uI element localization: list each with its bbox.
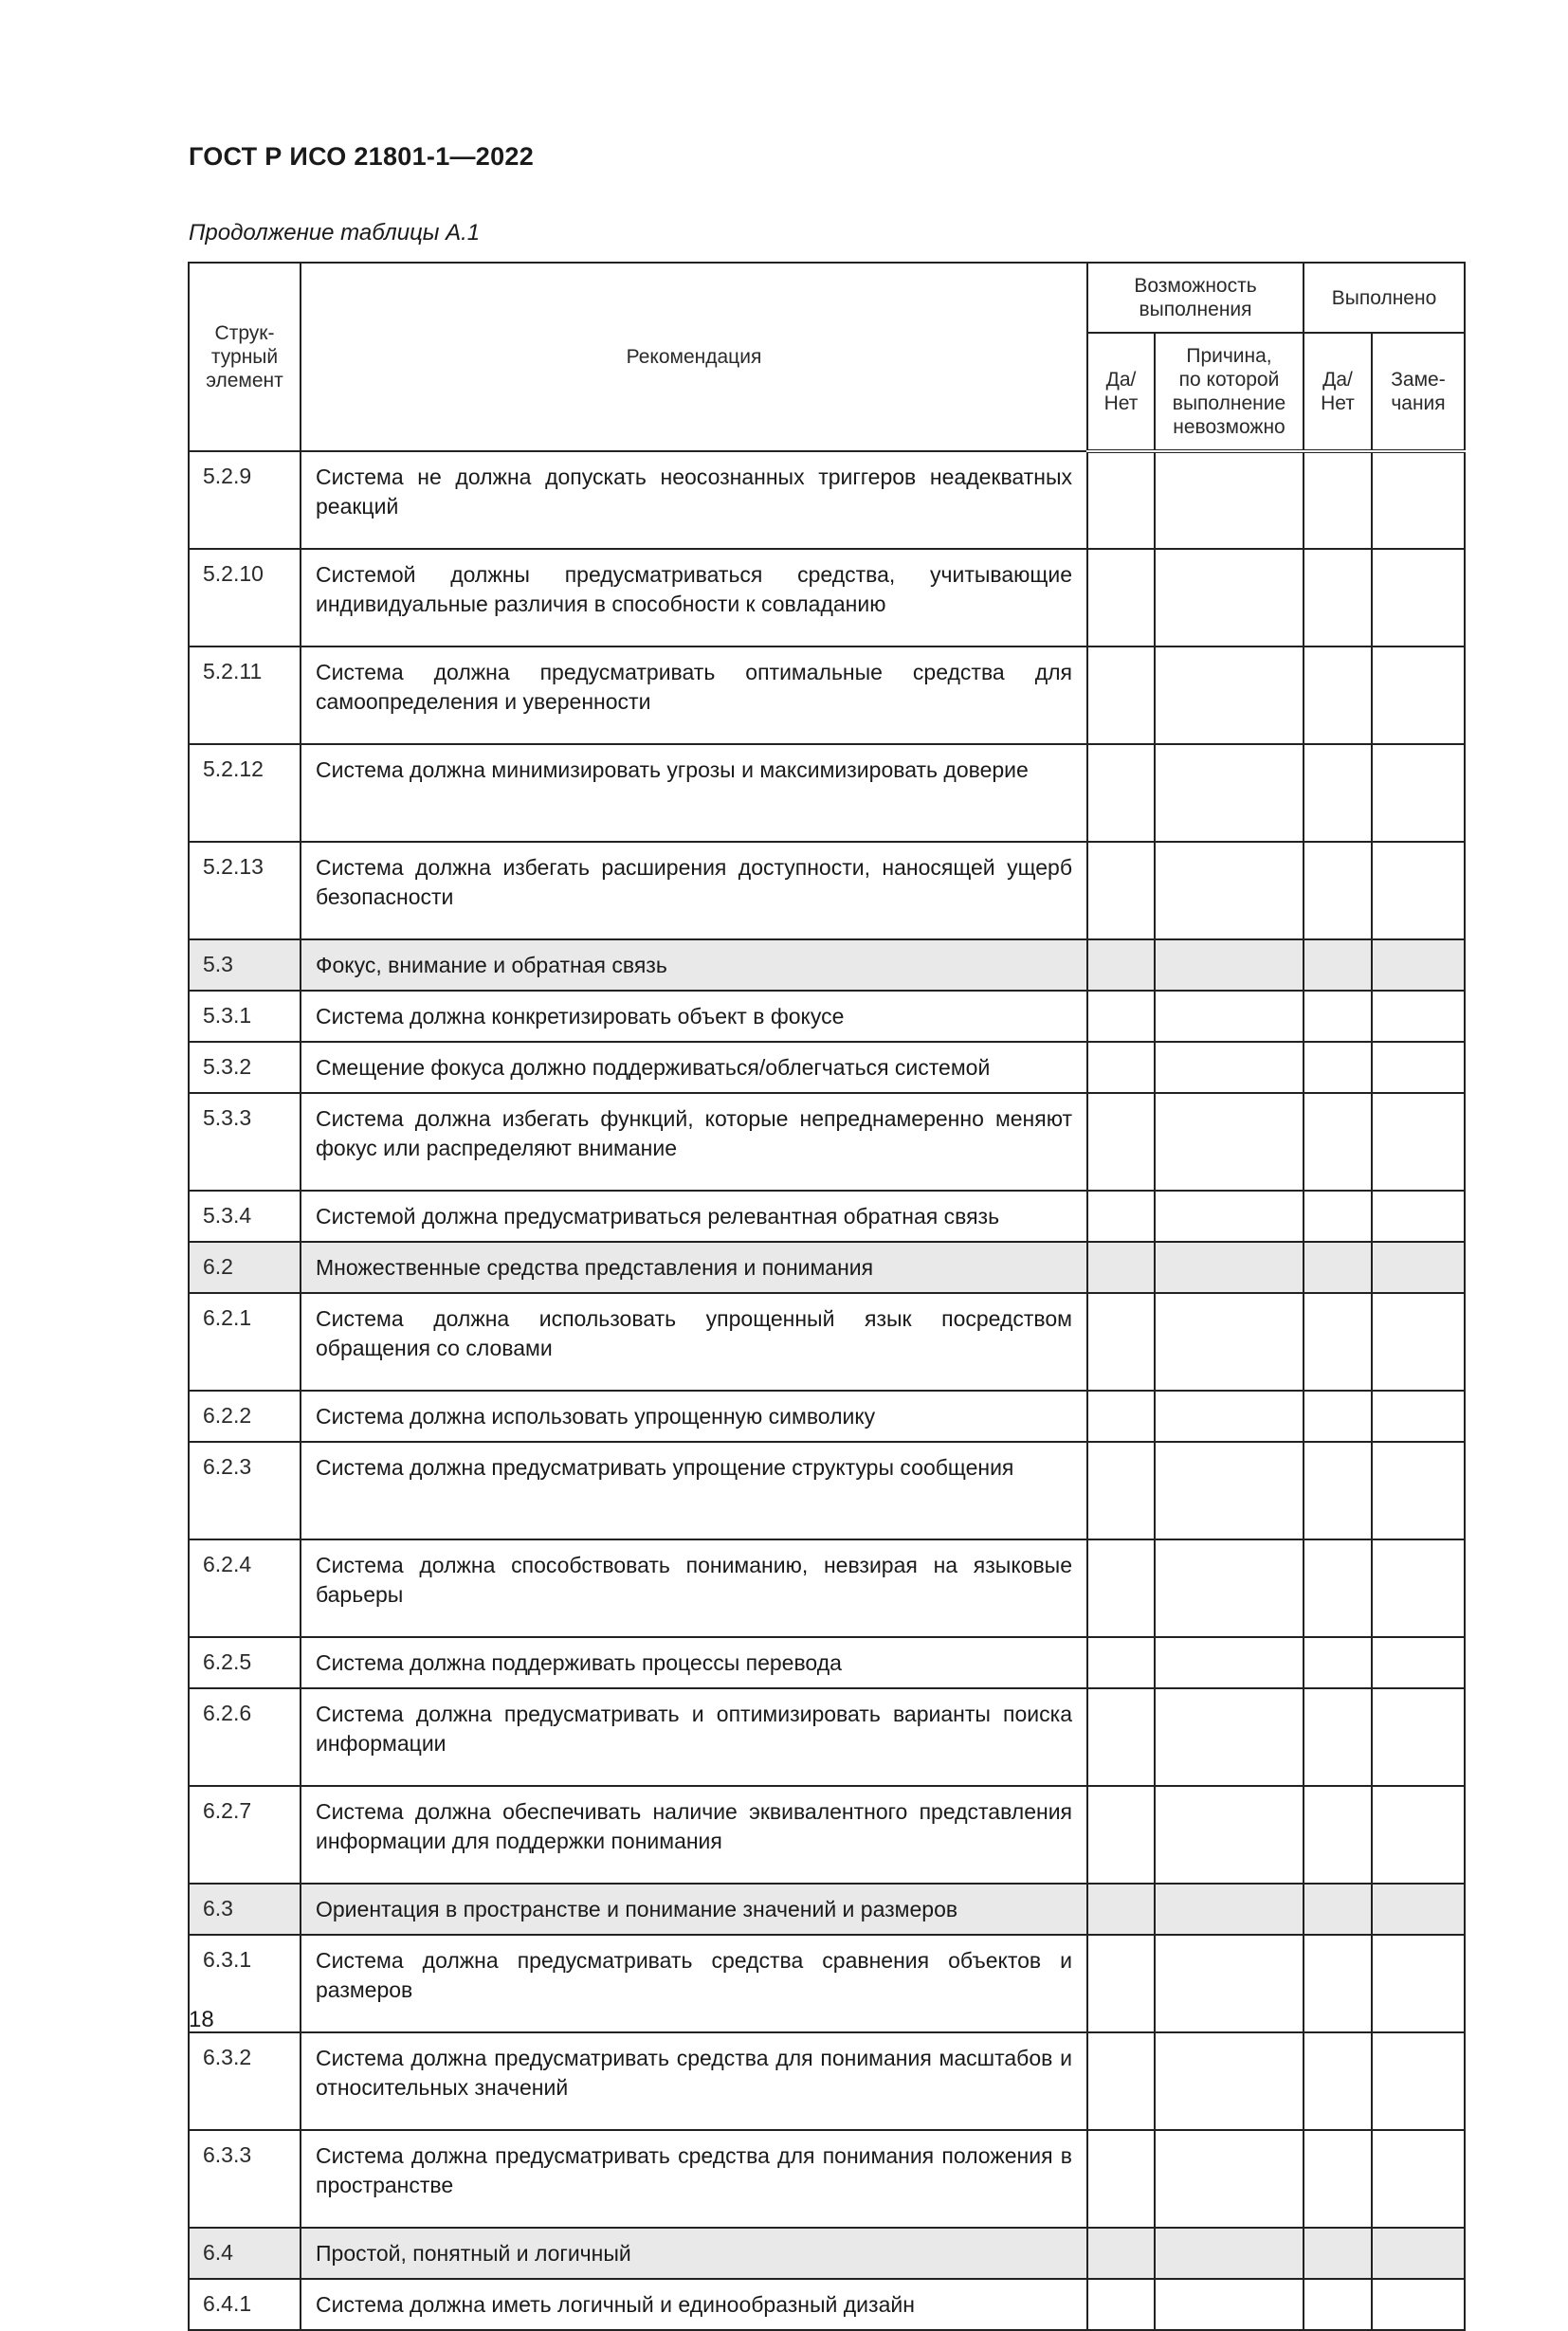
table-row	[189, 991, 1465, 1042]
table-row	[189, 2279, 1465, 2330]
feasible-yes-no-cell	[1087, 1191, 1155, 1242]
table-row	[189, 1042, 1465, 1093]
done-yes-no-cell	[1304, 1042, 1372, 1093]
table-row	[189, 1391, 1465, 1442]
row-recommendation: Фокус, внимание и обратная связь	[301, 939, 1087, 991]
done-yes-no-cell	[1304, 549, 1372, 646]
row-recommendation: Система должна использовать упрощенный язык посредством обращения со словами	[301, 1293, 1087, 1391]
row-number: 5.2.12	[189, 744, 301, 842]
reason-cell	[1155, 1442, 1304, 1539]
table-row	[189, 646, 1465, 744]
remarks-cell	[1372, 1391, 1465, 1442]
done-yes-no-cell	[1304, 939, 1372, 991]
reason-cell	[1155, 1042, 1304, 1093]
feasible-yes-no-cell	[1087, 991, 1155, 1042]
done-yes-no-cell	[1304, 451, 1372, 549]
row-recommendation: Система должна предусматривать упрощение структуры сообщения	[301, 1442, 1087, 1539]
table-row	[189, 744, 1465, 842]
document-code: ГОСТ Р ИСО 21801-1—2022	[189, 142, 535, 171]
done-yes-no-cell	[1304, 646, 1372, 744]
row-number: 6.3.2	[189, 2032, 301, 2130]
remarks-cell	[1372, 1539, 1465, 1637]
reason-cell	[1155, 1884, 1304, 1935]
reason-cell	[1155, 1688, 1304, 1786]
table-row	[189, 549, 1465, 646]
feasible-yes-no-cell	[1087, 744, 1155, 842]
table-row	[189, 842, 1465, 939]
reason-cell	[1155, 1637, 1304, 1688]
row-recommendation: Система должна поддерживать процессы перевода	[301, 1637, 1087, 1688]
done-yes-no-cell	[1304, 1293, 1372, 1391]
reason-cell	[1155, 842, 1304, 939]
table-row	[189, 1935, 1465, 2032]
feasible-yes-no-cell	[1087, 1442, 1155, 1539]
header-yes-no-done: Да/ Нет	[1304, 333, 1372, 451]
done-yes-no-cell	[1304, 842, 1372, 939]
row-recommendation: Ориентация в пространстве и понимание значений и размеров	[301, 1884, 1087, 1935]
done-yes-no-cell	[1304, 1539, 1372, 1637]
remarks-cell	[1372, 2279, 1465, 2330]
remarks-cell	[1372, 1293, 1465, 1391]
table-row	[189, 1191, 1465, 1242]
row-recommendation: Система должна предусматривать оптимальные средства для самоопределения и уверенности	[301, 646, 1087, 744]
row-number: 5.3.2	[189, 1042, 301, 1093]
reason-cell	[1155, 2279, 1304, 2330]
table-row	[189, 451, 1465, 549]
row-number: 6.2.2	[189, 1391, 301, 1442]
feasible-yes-no-cell	[1087, 1786, 1155, 1884]
table-row	[189, 1786, 1465, 1884]
table-row	[189, 2032, 1465, 2130]
done-yes-no-cell	[1304, 1093, 1372, 1191]
reason-cell	[1155, 939, 1304, 991]
row-number: 5.2.9	[189, 451, 301, 549]
row-number: 6.2.7	[189, 1786, 301, 1884]
row-number: 5.3.3	[189, 1093, 301, 1191]
table-row	[189, 1293, 1465, 1391]
reason-cell	[1155, 1391, 1304, 1442]
feasible-yes-no-cell	[1087, 2228, 1155, 2279]
feasible-yes-no-cell	[1087, 1242, 1155, 1293]
reason-cell	[1155, 1935, 1304, 2032]
done-yes-no-cell	[1304, 1442, 1372, 1539]
row-number: 5.3.1	[189, 991, 301, 1042]
done-yes-no-cell	[1304, 2279, 1372, 2330]
feasible-yes-no-cell	[1087, 1688, 1155, 1786]
done-yes-no-cell	[1304, 2228, 1372, 2279]
row-recommendation: Система должна предусматривать средства для понимания масштабов и относительных значений	[301, 2032, 1087, 2130]
row-number: 6.2.1	[189, 1293, 301, 1391]
row-number: 6.2.5	[189, 1637, 301, 1688]
remarks-cell	[1372, 451, 1465, 549]
row-recommendation: Система должна избегать функций, которые непреднамеренно меняют фокус или распределяют внимание	[301, 1093, 1087, 1191]
feasible-yes-no-cell	[1087, 451, 1155, 549]
row-recommendation: Система должна минимизировать угрозы и максимизировать доверие	[301, 744, 1087, 842]
feasible-yes-no-cell	[1087, 646, 1155, 744]
remarks-cell	[1372, 2228, 1465, 2279]
table-row	[189, 1539, 1465, 1637]
row-number: 6.4	[189, 2228, 301, 2279]
remarks-cell	[1372, 1884, 1465, 1935]
feasible-yes-no-cell	[1087, 939, 1155, 991]
remarks-cell	[1372, 1688, 1465, 1786]
reason-cell	[1155, 549, 1304, 646]
row-recommendation: Система должна использовать упрощенную символику	[301, 1391, 1087, 1442]
reason-cell	[1155, 991, 1304, 1042]
table-caption: Продолжение таблицы А.1	[189, 220, 481, 246]
row-number: 6.2.6	[189, 1688, 301, 1786]
feasible-yes-no-cell	[1087, 1293, 1155, 1391]
remarks-cell	[1372, 842, 1465, 939]
row-recommendation: Система должна иметь логичный и единообразный дизайн	[301, 2279, 1087, 2330]
row-number: 6.2	[189, 1242, 301, 1293]
remarks-cell	[1372, 2032, 1465, 2130]
header-remarks: Заме- чания	[1372, 333, 1465, 451]
table-row	[189, 1637, 1465, 1688]
remarks-cell	[1372, 2130, 1465, 2228]
reason-cell	[1155, 451, 1304, 549]
remarks-cell	[1372, 1935, 1465, 2032]
table-row	[189, 2130, 1465, 2228]
reason-cell	[1155, 1093, 1304, 1191]
header-recommendation: Рекомендация	[301, 263, 1087, 451]
done-yes-no-cell	[1304, 1935, 1372, 2032]
feasible-yes-no-cell	[1087, 2279, 1155, 2330]
reason-cell	[1155, 1539, 1304, 1637]
table-section-row	[189, 939, 1465, 991]
feasible-yes-no-cell	[1087, 1391, 1155, 1442]
row-number: 6.3	[189, 1884, 301, 1935]
row-recommendation: Система должна избегать расширения доступности, наносящей ущерб безопасности	[301, 842, 1087, 939]
done-yes-no-cell	[1304, 1242, 1372, 1293]
row-recommendation: Множественные средства представления и понимания	[301, 1242, 1087, 1293]
row-number: 6.3.3	[189, 2130, 301, 2228]
table-body	[189, 451, 1465, 2330]
reason-cell	[1155, 744, 1304, 842]
header-reason: Причина, по которой выполнение невозможно	[1155, 333, 1304, 451]
header-element: Струк- турный элемент	[189, 263, 301, 451]
header-yes-no-feasibility: Да/ Нет	[1087, 333, 1155, 451]
feasible-yes-no-cell	[1087, 1093, 1155, 1191]
reason-cell	[1155, 646, 1304, 744]
header-feasibility: Возможность выполнения	[1087, 263, 1304, 333]
feasible-yes-no-cell	[1087, 2032, 1155, 2130]
feasible-yes-no-cell	[1087, 842, 1155, 939]
feasible-yes-no-cell	[1087, 2130, 1155, 2228]
row-number: 5.3.4	[189, 1191, 301, 1242]
table-section-row	[189, 2228, 1465, 2279]
row-number: 6.2.4	[189, 1539, 301, 1637]
done-yes-no-cell	[1304, 991, 1372, 1042]
done-yes-no-cell	[1304, 744, 1372, 842]
checklist-table	[188, 262, 1466, 2331]
row-number: 6.4.1	[189, 2279, 301, 2330]
reason-cell	[1155, 2228, 1304, 2279]
remarks-cell	[1372, 1042, 1465, 1093]
table-row	[189, 1688, 1465, 1786]
row-recommendation: Смещение фокуса должно поддерживаться/облегчаться системой	[301, 1042, 1087, 1093]
done-yes-no-cell	[1304, 1391, 1372, 1442]
header-done: Выполнено	[1304, 263, 1465, 333]
remarks-cell	[1372, 1093, 1465, 1191]
row-number: 5.3	[189, 939, 301, 991]
done-yes-no-cell	[1304, 2130, 1372, 2228]
page-number: 18	[189, 2007, 214, 2032]
row-number: 6.2.3	[189, 1442, 301, 1539]
row-number: 5.2.10	[189, 549, 301, 646]
row-number: 5.2.11	[189, 646, 301, 744]
table-section-row	[189, 1242, 1465, 1293]
table-section-row	[189, 1884, 1465, 1935]
remarks-cell	[1372, 991, 1465, 1042]
row-recommendation: Система должна обеспечивать наличие эквивалентного представления информации для поддержки понимания	[301, 1786, 1087, 1884]
done-yes-no-cell	[1304, 1637, 1372, 1688]
remarks-cell	[1372, 646, 1465, 744]
row-recommendation: Системой должна предусматриваться релевантная обратная связь	[301, 1191, 1087, 1242]
done-yes-no-cell	[1304, 1191, 1372, 1242]
reason-cell	[1155, 2032, 1304, 2130]
row-number: 6.3.1	[189, 1935, 301, 2032]
reason-cell	[1155, 1242, 1304, 1293]
remarks-cell	[1372, 1637, 1465, 1688]
remarks-cell	[1372, 744, 1465, 842]
row-recommendation: Простой, понятный и логичный	[301, 2228, 1087, 2279]
table-row	[189, 1442, 1465, 1539]
done-yes-no-cell	[1304, 1786, 1372, 1884]
remarks-cell	[1372, 1191, 1465, 1242]
done-yes-no-cell	[1304, 2032, 1372, 2130]
remarks-cell	[1372, 1442, 1465, 1539]
row-recommendation: Система не должна допускать неосознанных триггеров неадекватных реакций	[301, 451, 1087, 549]
reason-cell	[1155, 1191, 1304, 1242]
feasible-yes-no-cell	[1087, 1884, 1155, 1935]
row-recommendation: Система должна предусматривать средства для понимания положения в пространстве	[301, 2130, 1087, 2228]
remarks-cell	[1372, 549, 1465, 646]
feasible-yes-no-cell	[1087, 1935, 1155, 2032]
reason-cell	[1155, 1293, 1304, 1391]
feasible-yes-no-cell	[1087, 549, 1155, 646]
remarks-cell	[1372, 1786, 1465, 1884]
table-row	[189, 1093, 1465, 1191]
feasible-yes-no-cell	[1087, 1637, 1155, 1688]
feasible-yes-no-cell	[1087, 1539, 1155, 1637]
row-recommendation: Система должна конкретизировать объект в фокусе	[301, 991, 1087, 1042]
reason-cell	[1155, 1786, 1304, 1884]
reason-cell	[1155, 2130, 1304, 2228]
done-yes-no-cell	[1304, 1884, 1372, 1935]
row-number: 5.2.13	[189, 842, 301, 939]
feasible-yes-no-cell	[1087, 1042, 1155, 1093]
row-recommendation: Система должна предусматривать и оптимизировать варианты поиска информации	[301, 1688, 1087, 1786]
done-yes-no-cell	[1304, 1688, 1372, 1786]
row-recommendation: Система должна способствовать пониманию, невзирая на языковые барьеры	[301, 1539, 1087, 1637]
remarks-cell	[1372, 939, 1465, 991]
row-recommendation: Система должна предусматривать средства сравнения объектов и размеров	[301, 1935, 1087, 2032]
remarks-cell	[1372, 1242, 1465, 1293]
row-recommendation: Системой должны предусматриваться средства, учитывающие индивидуальные различия в способности к совладанию	[301, 549, 1087, 646]
